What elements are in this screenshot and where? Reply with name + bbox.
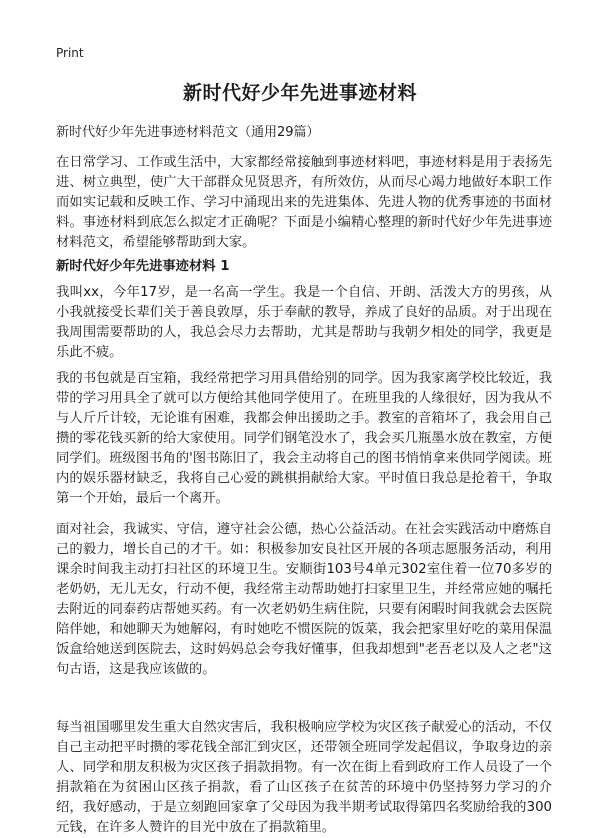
document-subtitle: 新时代好少年先进事迹材料范文（通用29篇） — [56, 125, 320, 140]
section-heading: 新时代好少年先进事迹材料 1 — [56, 259, 230, 274]
intro-paragraph: 在日常学习、工作或生活中，大家都经常接触到事迹材料吧，事迹材料是用于表扬先进、树立典型，使广大干部群众见贤思齐，有所效仿，从而尽心竭力地做好本职工作而如实记载和反映工作、学习中涌现出来的先进集体、先进人物的优秀事迹的书面材料。事迹材料到底怎么拟定才正确呢？下面是小编精心整理的新时代好少年先进事迹材料范文，希望能够帮助到大家。 — [56, 155, 552, 250]
body-paragraph-4: 每当祖国哪里发生重大自然灾害后，我积极响应学校为灾区孩子献爱心的活动，不仅自己主动把平时攒的零花钱全部汇到灾区，还带领全班同学发起倡议，争取身边的亲人、同学和朋友积极为灾区孩子捐款捐物。有一次在街上看到政府工作人员设了一个捐款箱在为贫困山区孩子捐款，看了山区孩子在贫苦的环境中仍坚持努力学习的介绍，我好感动，于是立刻跑回家拿了父母因为我半期考试取得第四名奖励给我的300元钱，在许多人赞许的目光中放在了捐款箱里。 — [56, 720, 552, 835]
document-title: 新时代好少年先进事迹材料 — [182, 82, 417, 104]
body-paragraph-3: 面对社会，我诚实、守信，遵守社会公德，热心公益活动。在社会实践活动中磨炼自己的毅力，增长自己的才干。如：积极参加安良社区开展的各项志愿服务活动，利用课余时间我主动打扫社区的环境卫生。安顺街103号4单元302室住着一位70多岁的老奶奶，无儿无女，行动不便，我经常主动帮助她打扫家里卫生，并经常应她的嘱托去附近的同泰药店帮她买药。有一次老奶奶生病住院，只要有闲暇时间我就会去医院陪伴她，和她聊天为她解闷，有时她吃不惯医院的饭菜，我会把家里好吃的菜用保温饭盒给她送到医院去，这时妈妈总会夸我好懂事，但我却想到"老吾老以及人之老"这句古语，这是我应该做的。 — [56, 522, 552, 677]
body-paragraph-2: 我的书包就是百宝箱，我经常把学习用具借给别的同学。因为我家离学校比较近，我带的学习用具全了就可以方便给其他同学使用了。在班里我的人缘很好，因为我从不与人斤斤计较，无论谁有困难，我都会伸出援助之手。教室的音箱坏了，我会用自己攒的零花钱买新的给大家使用。同学们钢笔没水了，我会买几瓶墨水放在教室，方便同学们。班级图书角的'图书陈旧了，我会主动将自己的图书悄悄拿来供同学阅读。班内的娱乐器材缺乏，我将自己心爱的跳棋捐献给大家。平时值日我总是抢着干，争取第一个开始，最后一个离开。 — [56, 371, 552, 506]
print-label[interactable]: Print — [56, 46, 84, 60]
body-paragraph-1: 我叫xx，今年17岁，是一名高一学生。我是一个自信、开朗、活泼大方的男孩，从小我就接受长辈们关于善良敦厚，乐于奉献的教导，养成了良好的品质。对于出现在我周围需要帮助的人，我总会尽力去帮助，尤其是帮助与我朝夕相处的同学，我更是乐此不疲。 — [56, 285, 552, 360]
